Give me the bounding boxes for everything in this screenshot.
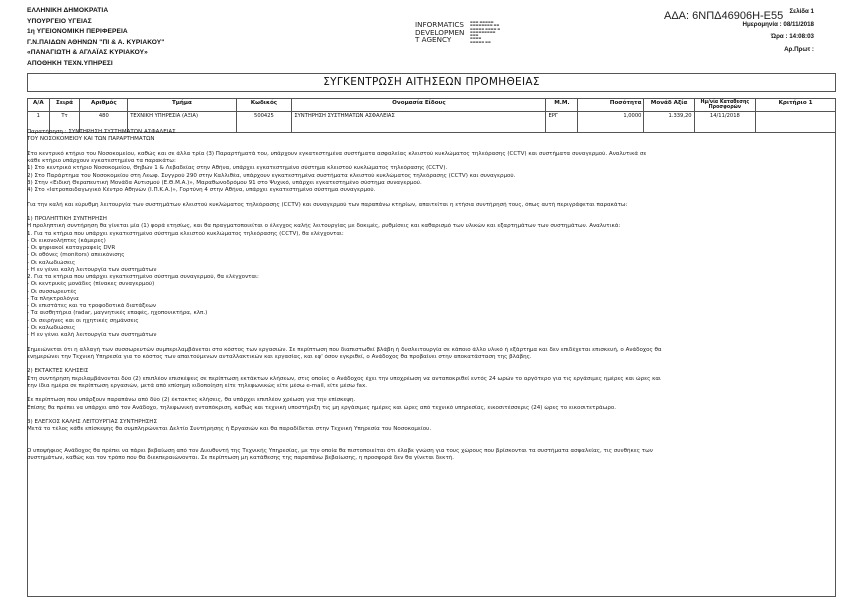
notes-line: - Οι καλωδιώσεις: [27, 259, 76, 266]
notes-line: 3) ΕΛΕΓΧΟΣ ΚΑΛΗΣ ΛΕΙΤΟΥΡΓΙΑΣ ΣΥΝΤΗΡΗΣΗΣ: [27, 419, 157, 425]
notes-line: - Η εν γένει καλή λειτουργία των συστημάτων: [27, 266, 157, 273]
vendor-line: DEVELOPMEN: [415, 27, 465, 37]
column-header: Α/Α: [28, 99, 50, 112]
cell-item-name: ΣΥΝΤΗΡΗΣΗ ΣΥΣΤΗΜΑΤΩΝ ΑΣΦΑΛΕΙΑΣ: [292, 112, 546, 133]
column-header: Τμήμα: [128, 99, 236, 112]
column-header: Ποσότητα: [578, 99, 644, 112]
notes-line: - Τα πληκτρολόγια: [27, 295, 79, 302]
notes-line: Στο κεντρικό κτήριο του Νοσοκομείου, καθώς και σε άλλα τρία (3) Παραρτήματά του, υπάρχουν εγκατεστημένα συστήματα ασφαλείας κλειστού κυκλώματος τηλεόρασης (CCTV) και συστήματα συναγερμού. Αναλυτικά σε: [27, 150, 647, 157]
notes-line: - Οι ψηφιακοί καταγραφείς DVR: [27, 245, 116, 251]
notes-line: [27, 412, 837, 419]
notes-line: κάθε κτήριο υπάρχουν εγκατεστημένα τα παρακάτω:: [27, 158, 176, 164]
cell-unit-price: 1.339,20: [644, 112, 694, 133]
notes-line: 2) Στο Παράρτημα του Νοσοκομείου στη Λεωφ. Συγγρού 290 στην Καλλιθέα, υπάρχουν εγκατεστημένα συστήματα κλειστού κυκλώματος τηλεόρασης (CCTV) και συναγερμού.: [27, 172, 516, 179]
notes-line: - Οι σειρήνες και οι ηχητικές σημάνσεις: [27, 317, 139, 324]
column-header: Κωδικός: [236, 99, 292, 112]
notes-line: ενημερώνει την Τεχνική Υπηρεσία για το κόστος των απαιτούμενων ανταλλακτικών και εργασίας, και εφ' όσον εγκριθεί, ο Ανάδοχος θα προβαίνει στην αποκατάσταση της βλάβης.: [27, 353, 532, 360]
vendor-line: T AGENCY: [415, 35, 452, 45]
notes-line: - Οι κεντρικές μονάδες (πίνακες συναγερμού): [27, 281, 155, 288]
notes-line: - Τα αισθητήρια (radar, μαγνητικές επαφές, ηχοπονικτήρα, κλπ.): [27, 310, 208, 317]
notes-line: [27, 390, 837, 397]
ada-number: ΑΔΑ: 6ΝΠΔ46906Η-Ε55: [664, 10, 784, 22]
software-vendor-logo: [415, 21, 464, 44]
notes-line: - Οι συσσωρευτές: [27, 288, 77, 295]
notes-line: Στη συντήρηση περιλαμβάνονται δύο (2) επιπλέον επισκέψεις σε περίπτωση εκτάκτων κλήσεων, στις οποίες ο Ανάδοχος έχει την υποχρέωση να ανταποκριθεί εντός 24 ωρών το αργότερο για τις εργάσιμες ημέρες και ώρες και: [27, 375, 661, 382]
notes-line: [27, 144, 837, 151]
notes-text: [27, 129, 837, 463]
notes-line: 1) Στο κεντρικό κτήριο Νοσοκομείου, Θηβών 1 & Λεβαδείας στην Αθήνα, υπάρχει εγκατεστημένο σύστημα κλειστού κυκλώματος τηλεόρασης (CCTV).: [27, 165, 448, 172]
notes-line: - Οι καλωδιώσεις: [27, 324, 76, 331]
table-header-row: [28, 99, 836, 112]
document-meta: [743, 6, 814, 56]
notes-line: 2) ΕΚΤΑΚΤΕΣ ΚΛΗΣΕΙΣ: [27, 368, 89, 375]
notes-line: [27, 339, 837, 346]
notes-line: Η προληπτική συντήρηση θα γίνεται μία (1) φορά ετησίως, και θα πραγματοποιείται ο έλεγχος καλής λειτουργίας με δοκιμές, ρυθμίσεις και καθαρισμό των υλικών και εξαρτημάτων των συστημάτων. Αναλυτικά:: [27, 223, 621, 230]
notes-line: [27, 441, 837, 448]
notes-line: [27, 434, 837, 441]
document-title: ΣΥΓΚΕΝΤΡΩΣΗ ΑΙΤΗΣΕΩΝ ΠΡΟΜΗΘΕΙΑΣ: [27, 73, 836, 92]
notes-line: ΤΟΥ ΝΟΣΟΚΟΜΕΙΟΥ ΚΑΙ ΤΩΝ ΠΑΡΑΡΤΗΜΑΤΩΝ: [27, 136, 155, 143]
vendor-fine-print: ▬▬▬ ▬▬▬▬▬ ▬▬▬▬▬▬▬▬ ▬▬ ▬▬▬▬▬ ▬▬▬▬ ▬ ▬▬▬▬▬▬▬▬▬ ▬▬▬ ▬▬▬▬ ▬▬▬▬▬ ▬▬: [470, 20, 501, 44]
notes-line: - Η εν γένει καλή λειτουργία των συστημάτων: [27, 332, 157, 338]
cell-number: 480: [80, 112, 128, 133]
notes-line: [27, 194, 837, 201]
notes-line: - Οι εικονολήπτες (κάμερες): [27, 237, 106, 244]
column-header: Σειρά: [49, 99, 80, 112]
notes-line: Μετά το τέλος κάθε επίσκεψης θα συμπληρώνεται Δελτίο Συντήρησης ή Εργασιών και θα παραδίδεται στην Τεχνική Υπηρεσία του Νοσοκομείου.: [27, 426, 432, 433]
cell-series: Ττ: [49, 112, 80, 133]
org-line: ΕΛΛΗΝΙΚΗ ΔΗΜΟΚΡΑΤΙΑ: [27, 7, 109, 14]
cell-aa: 1: [28, 112, 50, 133]
notes-line: 1) ΠΡΟΛΗΠΤΙΚΗ ΣΥΝΤΗΡΗΣΗ: [27, 216, 107, 222]
org-line: 1η ΥΓΕΙΟΝΟΜΙΚΗ ΠΕΡΙΦΕΡΕΙΑ: [27, 28, 128, 36]
notes-line: 1. Για τα κτήρια που υπάρχει εγκατεστημένο σύστημα κλειστού κυκλώματος τηλεόρασης (CCTV), θα ελέγχονται:: [27, 230, 344, 237]
cell-quantity: 1,0000: [578, 112, 644, 133]
column-header: Μ.Μ.: [546, 99, 578, 112]
org-line: «ΠΑΝΑΓΙΩΤΗ & ΑΓΛΑΪΑΣ ΚΥΡΙΑΚΟΥ»: [27, 49, 148, 57]
notes-line: Ο υποψήφιος Ανάδοχος θα πρέπει να πάρει βεβαίωση από τον Διευθυντή της Τεχνικής Υπηρεσίας, με την οποία θα πιστοποιείται ότι έλαβε γνώση για τους χώρους που βρίσκονται τα συστήματα ασφαλείας, τις συνθήκες των: [27, 448, 653, 454]
notes-line: συστημάτων, καθώς και τον τρόπο που θα διεκπεραιώνονται. Σε περίπτωση μη κατάθεσης της παραπάνω βεβαίωσης, η προσφορά δεν θα γίνεται δεκτή.: [27, 455, 455, 462]
date: Ημερομηνία : 08/11/2018: [742, 20, 814, 28]
org-line: ΑΠΟΘΗΚΗ ΤΕΧΝ.ΥΠΗΡΕΣΙ: [27, 59, 113, 67]
notes-line: Σε περίπτωση που υπάρξουν παραπάνω από δύο (2) έκτακτες κλήσεις, θα υπάρχει επιπλέον χρέωση για την επίσκεψη.: [27, 397, 356, 404]
cell-unit: ΕΡΓ: [546, 112, 578, 133]
column-header: Ημ/νία Καταθεσης Προσφορών: [694, 99, 756, 112]
notes-line: 3) Στην «Ειδική Θεραπευτική Μονάδα Αυτισμού (Ε.Θ.Μ.Α.)», Μαραθωνοδρόμου 91 στο Ψυχικό, υπάρχει εγκατεστημένο σύστημα συναγερμού.: [27, 179, 422, 186]
org-line: ΥΠΟΥΡΓΕΙΟ ΥΓΕΙΑΣ: [27, 17, 92, 25]
vendor-line: INFORMATICS: [415, 20, 464, 29]
notes-line: 4) Στο «Ιατροπαιδαγωγικό Κέντρο Αθηνών (Ι.Π.Κ.Α.)», Γορτύνη 4 στην Αθήνα, υπάρχει εγκατεστημένο σύστημα συναγερμού.: [27, 187, 376, 193]
org-line: Γ.Ν.ΠΑΙΔΩΝ ΑΘΗΝΩΝ "ΠΙ & Α. ΚΥΡΙΑΚΟΥ": [27, 38, 165, 46]
column-header: Ονομασία Είδους: [292, 99, 546, 112]
notes-line: Για την καλή και εύρυθμη λειτουργία των συστημάτων κλειστού κυκλώματος τηλεόρασης (CCTV) και συναγερμού των παραπάνω κτηρίων, απαιτείται η ετήσια συντήρησή τους, όπως αυτή περιγράφεται παρακάτω:: [27, 201, 628, 208]
page-number: Σελίδα 1: [789, 8, 814, 15]
notes-line: Επίσης θα πρέπει να υπάρχει από τον Ανάδοχο, τηλεφωνική ανταπόκριση, καθώς και τεχνική υποστήριξη τις μη εργάσιμες ημέρες και ώρες από τεχνικό υπηρεσίας, εικοσιτέσσερις (24) ώρες το εικοσιτετράωρο.: [27, 404, 617, 411]
notes-line: [27, 361, 837, 368]
notes-line: Σημειώνεται ότι η αλλαγή των συσσωρευτών συμπεριλαμβάνεται στο κόστος των εργασιών. Σε περίπτωση που διαπιστωθεί βλάβη ή δυσλειτουργία σε κάποιο άλλο υλικό ή εξάρτημα και δεν επιδέχεται επισκευή, ο Ανάδοχος θα: [27, 346, 662, 353]
protocol-number: Αρ.Πρωτ :: [784, 45, 814, 53]
column-header: Μονάδ Αξία: [644, 99, 694, 112]
cell-department: ΤΕΧΝΙΚΗ ΥΠΗΡΕΣΙΑ (ΑΞΙΑ): [128, 112, 236, 133]
notes-line: Παρατήρηση : ΣΥΝΤΗΡΗΣΗ ΣΥΣΤΗΜΑΤΩΝ ΑΣΦΑΛΕΙΑΣ: [27, 129, 176, 135]
notes-line: [27, 209, 837, 216]
notes-line: - Οι οθόνες (monitors) απεικόνισης: [27, 252, 125, 259]
notes-line: 2. Για τα κτήρια που υπάρχει εγκατεστημένο σύστημα συναγερμού, θα ελέγχονται:: [27, 274, 259, 280]
column-header: Κριτήριο 1: [756, 99, 836, 112]
organization-header: [27, 6, 165, 70]
notes-line: - Οι επιστάτες και τα τροφοδοτικά διατάξεων: [27, 303, 156, 309]
cell-deadline: 14/11/2018: [694, 112, 756, 133]
notes-line: την ίδια ημέρα σε περίπτωση εργασιών, μετά από επίσημη ειδοποίηση είτε τηλεφωνικώς είτε μέσω e-mail, είτε μέσω fax.: [27, 382, 367, 389]
cell-code: 500425: [236, 112, 292, 133]
column-header: Αριθμός: [80, 99, 128, 112]
time: Ώρα : 14:08:03: [770, 33, 814, 41]
